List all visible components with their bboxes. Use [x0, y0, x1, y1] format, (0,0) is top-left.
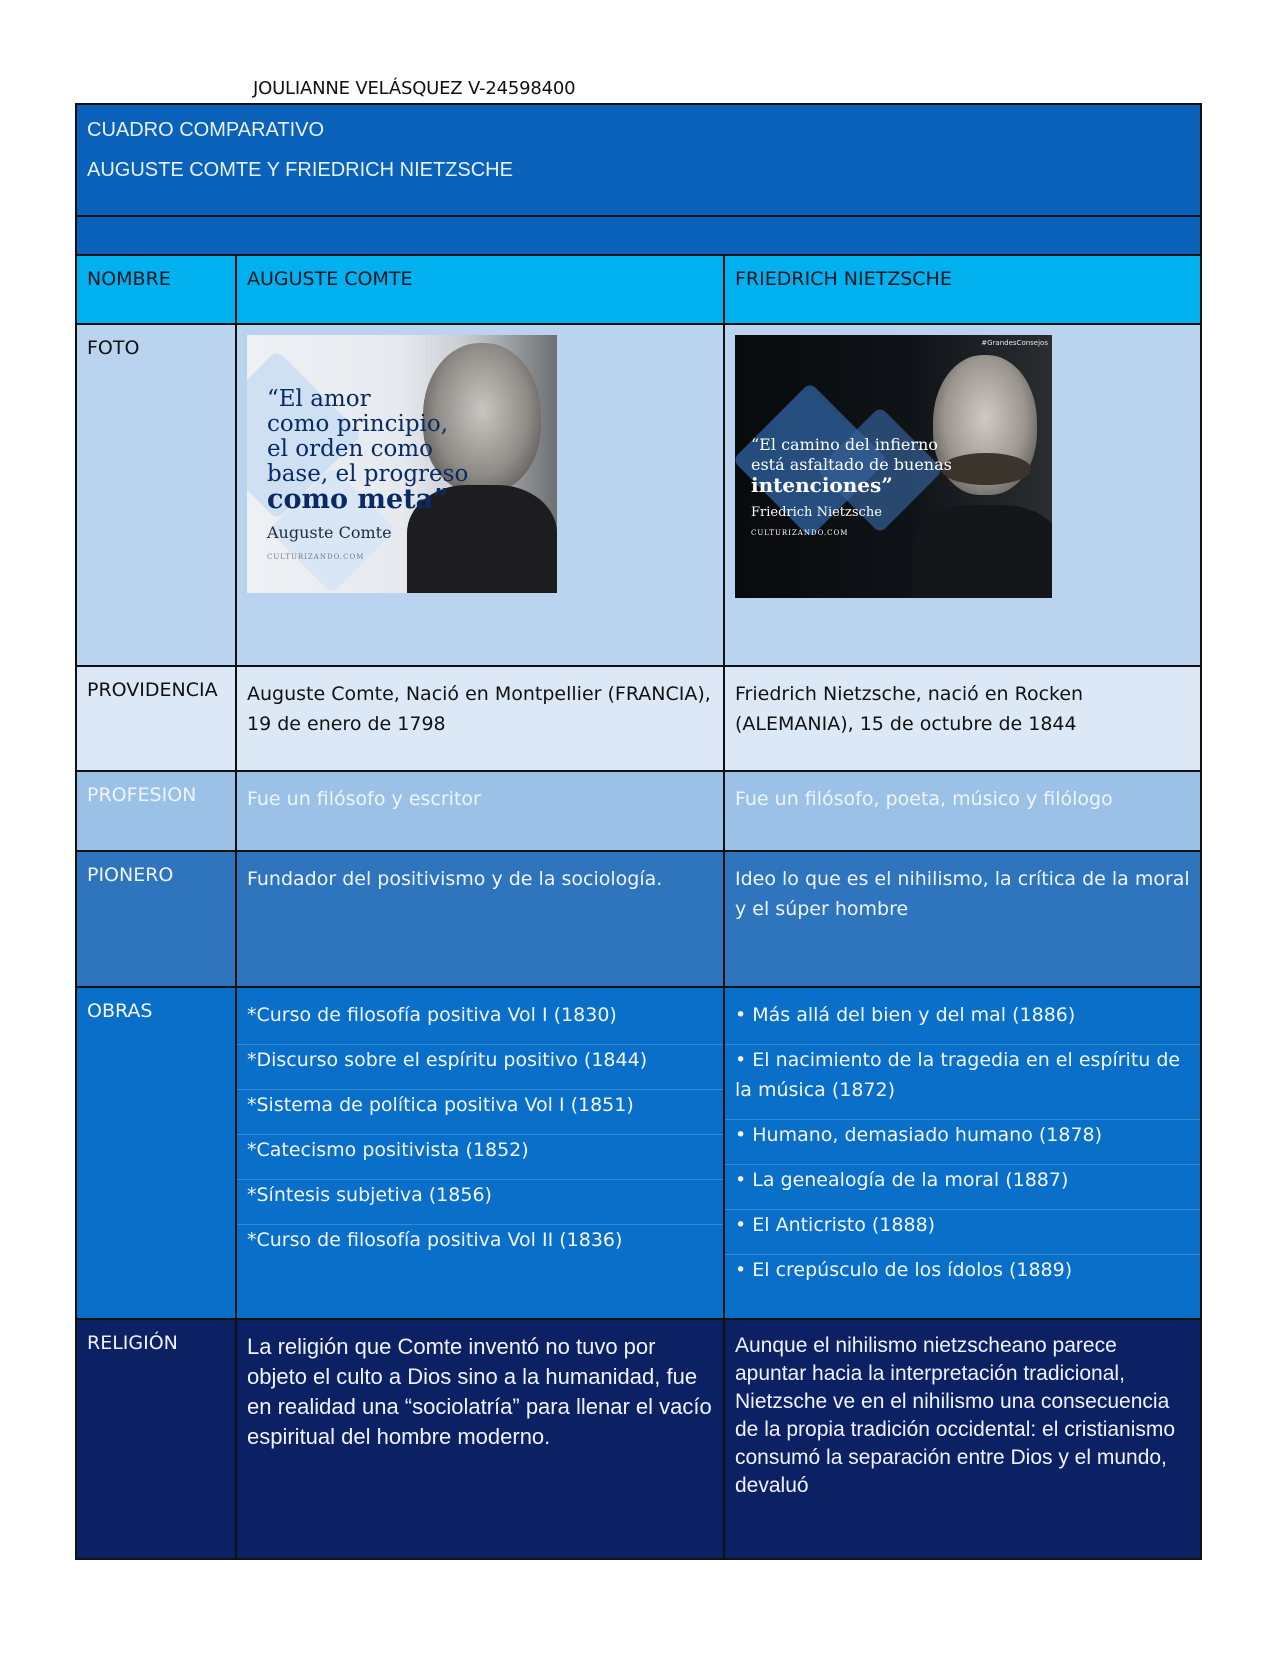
quote-line: está asfaltado de buenas: [751, 455, 952, 474]
comte-works-list: [237, 988, 723, 1269]
list-item: *Sistema de política positiva Vol I (1851): [237, 1090, 723, 1135]
row-label-foto: FOTO: [87, 337, 140, 359]
quote-line: “El amor: [267, 386, 371, 412]
image-tag: #GrandesConsejos: [981, 339, 1048, 347]
obras-row: [76, 987, 1201, 1319]
pionero-row: [76, 851, 1201, 987]
providencia-row: [76, 666, 1201, 771]
nietzsche-quote: [751, 435, 952, 543]
header-gap-row: [76, 216, 1201, 255]
quote-signature: Friedrich Nietzsche: [751, 505, 882, 520]
profesion-row: [76, 771, 1201, 851]
table-title: CUADRO COMPARATIVO: [87, 119, 325, 141]
list-item: *Curso de filosofía positiva Vol I (1830): [237, 1000, 723, 1045]
quote-line: como meta”: [267, 484, 449, 515]
author-line: JOULIANNE VELÁSQUEZ V-24598400: [253, 78, 576, 99]
foto-row: [76, 324, 1201, 666]
row-label-nombre: NOMBRE: [87, 268, 171, 290]
nietzsche-providencia: Friedrich Nietzsche, nació en Rocken (ALEMANIA), 15 de octubre de 1844: [735, 683, 1084, 735]
row-label-obras: OBRAS: [87, 1000, 153, 1022]
quote-line: base, el progreso: [267, 461, 469, 487]
list-item: • La genealogía de la moral (1887): [725, 1165, 1200, 1210]
list-item: • El crepúsculo de los ídolos (1889): [735, 1259, 1073, 1281]
quote-site: CULTURIZANDO.COM: [751, 529, 849, 537]
table-header: [76, 104, 1201, 216]
quote-signature: Auguste Comte: [267, 523, 392, 542]
list-item: • El Anticristo (1888): [725, 1210, 1200, 1255]
nietzsche-works-list: [725, 988, 1200, 1299]
column-nietzsche: FRIEDRICH NIETZSCHE: [735, 268, 952, 290]
row-label-providencia: PROVIDENCIA: [87, 679, 218, 701]
comte-profesion: Fue un filósofo y escritor: [247, 788, 481, 810]
nietzsche-pionero: Ideo lo que es el nihilismo, la crítica de la moral y el súper hombre: [735, 868, 1190, 920]
comparison-table: [75, 103, 1202, 1560]
list-item: *Catecismo positivista (1852): [237, 1135, 723, 1180]
quote-line: como principio,: [267, 411, 449, 437]
quote-site: CULTURIZANDO.COM: [267, 553, 365, 561]
name-row: [76, 255, 1201, 324]
list-item: *Discurso sobre el espíritu positivo (1844): [237, 1045, 723, 1090]
table-subtitle: AUGUSTE COMTE Y FRIEDRICH NIETZSCHE: [87, 159, 513, 181]
portrait-moustache: [941, 453, 1031, 485]
quote-line: intenciones”: [751, 473, 893, 497]
quote-line: el orden como: [267, 436, 433, 462]
list-item: • El nacimiento de la tragedia en el espíritu de la música (1872): [725, 1045, 1200, 1120]
nietzsche-profesion: Fue un filósofo, poeta, músico y filólogo: [735, 788, 1113, 810]
row-label-profesion: PROFESION: [87, 784, 197, 806]
list-item: *Curso de filosofía positiva Vol II (1836): [247, 1229, 623, 1251]
comte-quote: [267, 387, 468, 570]
header-gap: [76, 216, 1201, 255]
column-comte: AUGUSTE COMTE: [247, 268, 413, 290]
religion-row: [76, 1319, 1201, 1559]
nietzsche-photo: [735, 335, 1052, 598]
list-item: *Síntesis subjetiva (1856): [237, 1180, 723, 1225]
list-item: • Más allá del bien y del mal (1886): [725, 1000, 1200, 1045]
comte-providencia: Auguste Comte, Nació en Montpellier (FRANCIA), 19 de enero de 1798: [247, 683, 711, 735]
nietzsche-religion: Aunque el nihilismo nietzscheano parece apuntar hacia la interpretación tradicional, Nietzsche ve en el nihilismo una consecuencia de la propia tradición occidental: el cristianismo consumó la separación entre Dios y el mundo, devaluó: [735, 1334, 1176, 1497]
row-label-religion: RELIGIÓN: [87, 1332, 178, 1354]
list-item: • Humano, demasiado humano (1878): [725, 1120, 1200, 1165]
row-label-pionero: PIONERO: [87, 864, 174, 886]
header-row: [76, 104, 1201, 216]
comte-pionero: Fundador del positivismo y de la sociología.: [247, 868, 663, 890]
comte-photo: [247, 335, 557, 593]
comte-religion: La religión que Comte inventó no tuvo por objeto el culto a Dios sino a la humanidad, fue en realidad una “sociolatría” para llenar el vacío espiritual del hombre moderno.: [247, 1334, 712, 1449]
quote-line: “El camino del infierno: [751, 435, 938, 454]
